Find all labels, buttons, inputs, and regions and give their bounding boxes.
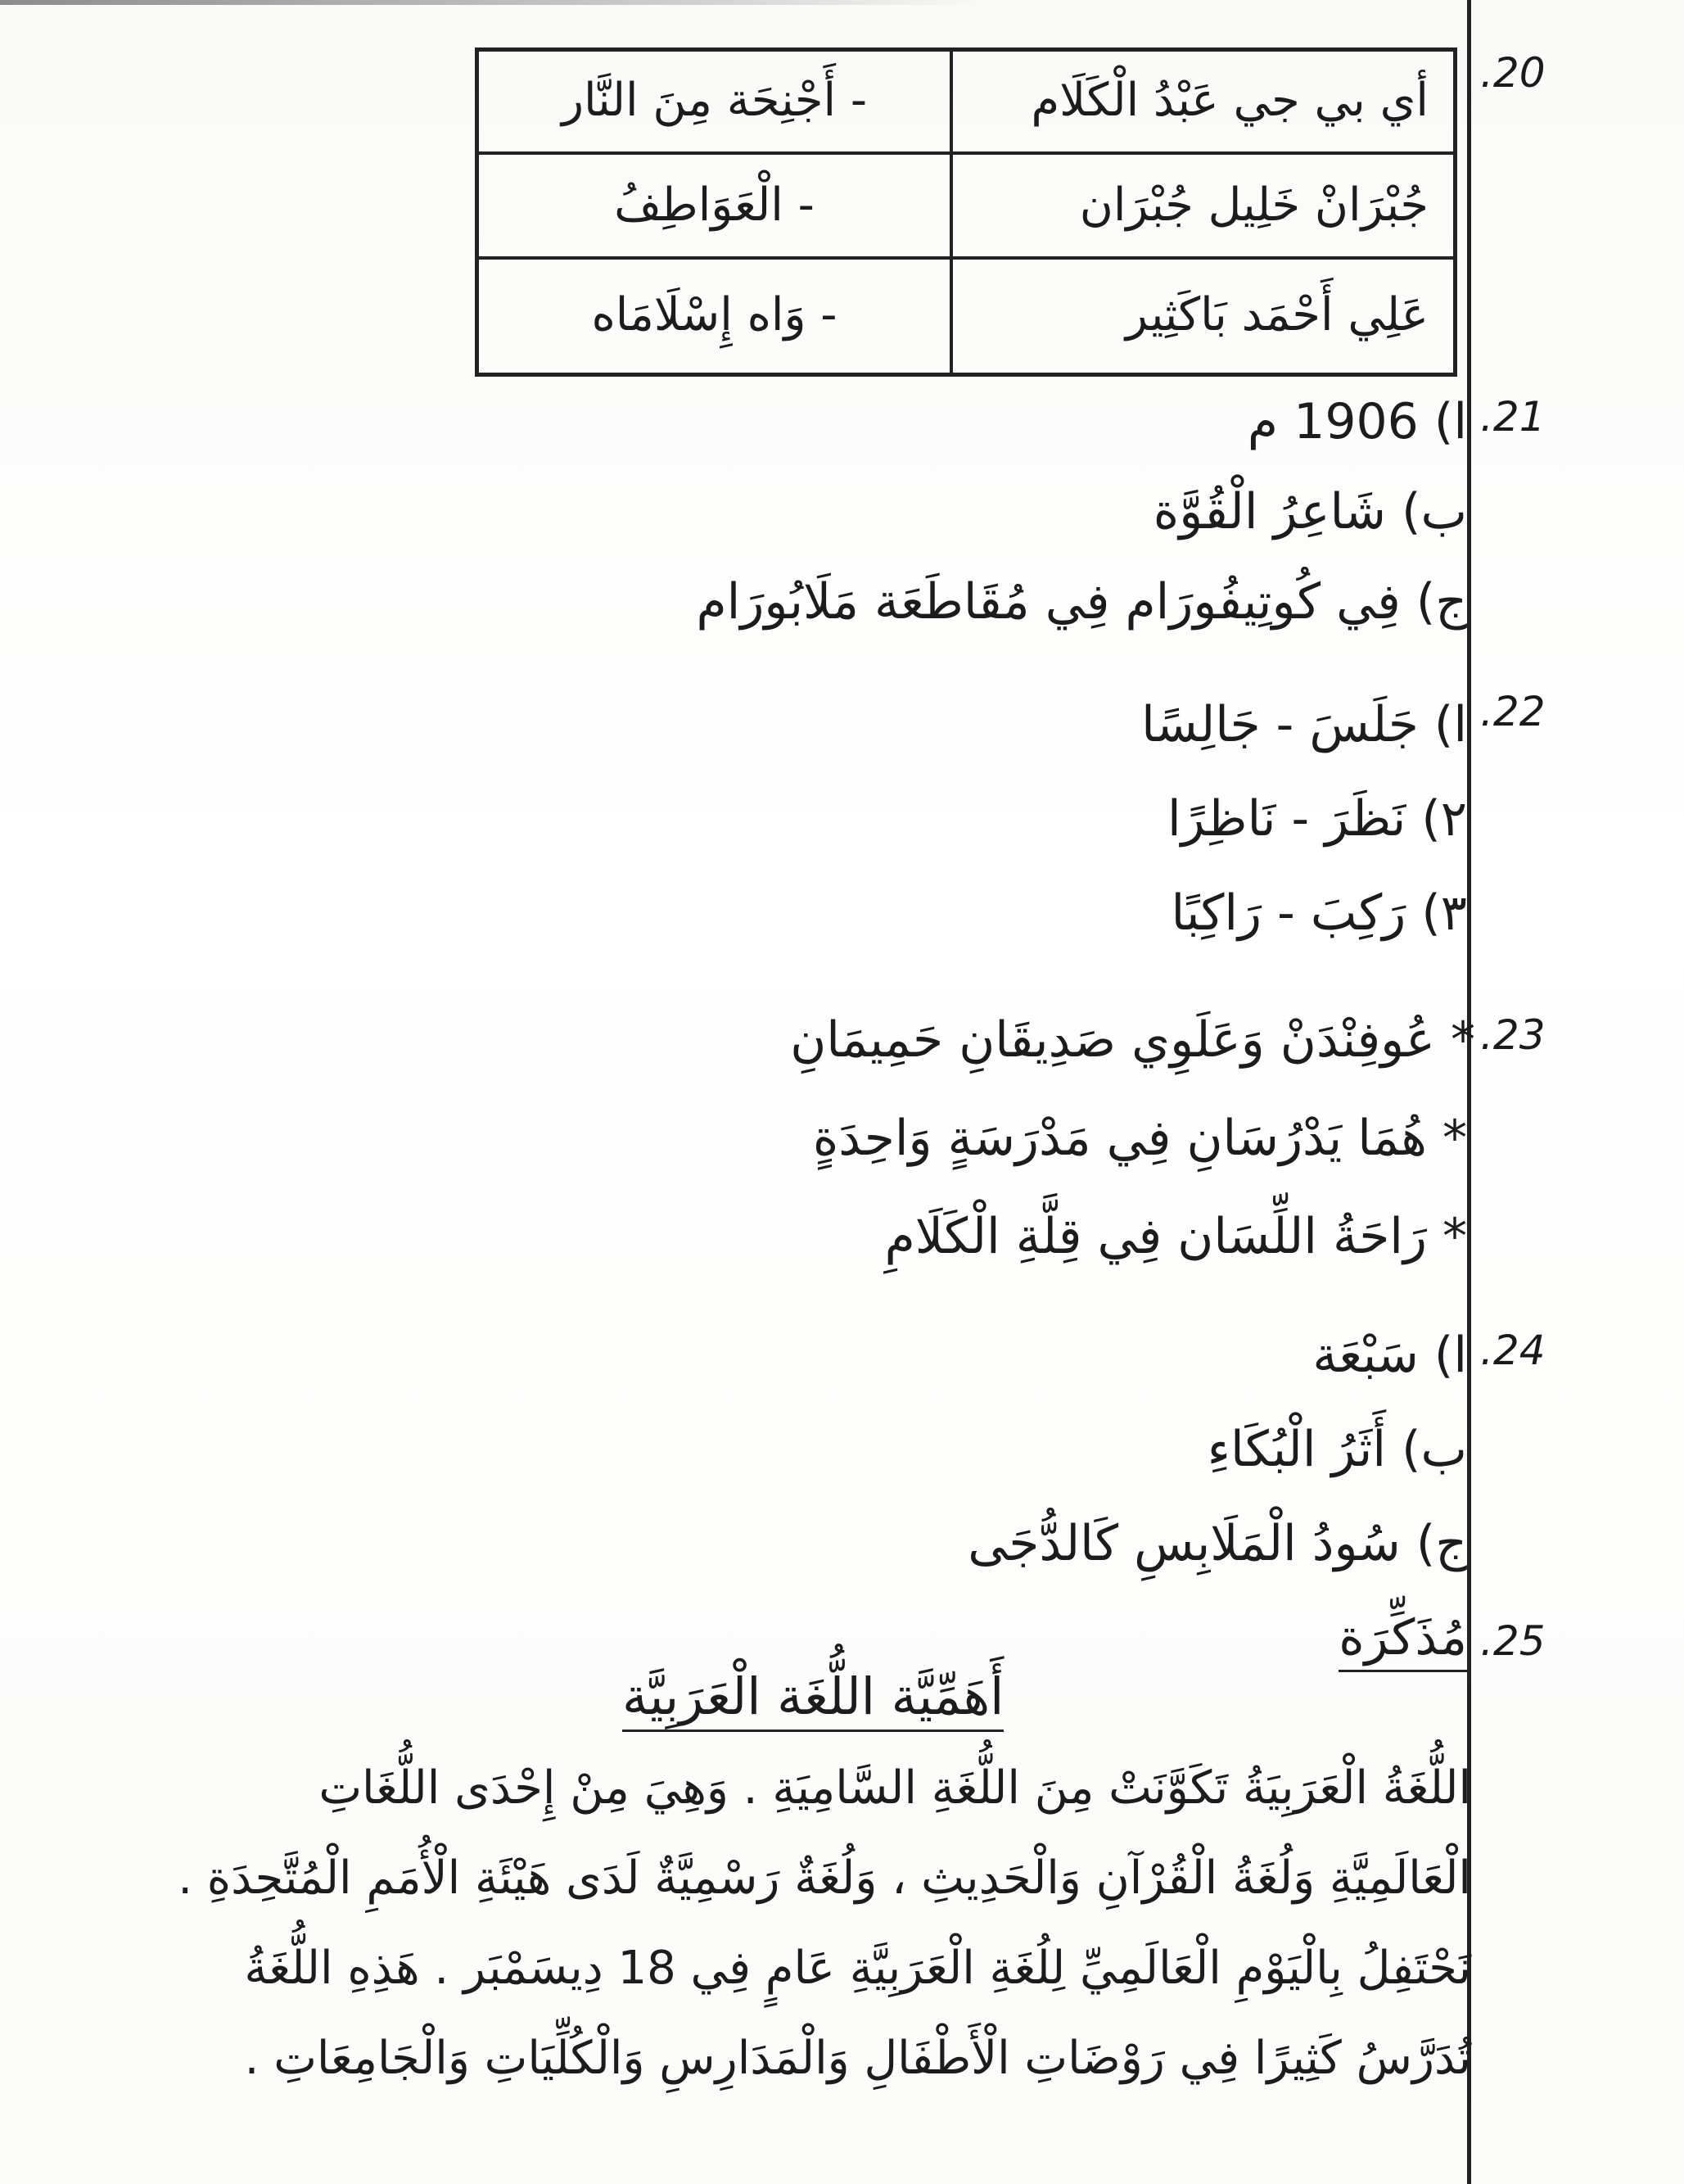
answer-line: ا) جَلَسَ - جَالِسًا — [1141, 696, 1467, 753]
essay-paragraph-line: الْعَالَمِيَّةِ وَلُغَةُ الْقُرْآنِ وَالْحَدِيثِ ، وَلُغَةٌ رَسْمِيَّةٌ لَدَى هَيْئَةِ الْأُمَمِ الْمُتَّحِدَةِ . — [178, 1852, 1471, 1905]
answer-line: ا) سَبْعَة — [1312, 1327, 1467, 1384]
question-number-20: .20 — [1480, 49, 1546, 97]
q20-table — [475, 47, 1457, 377]
table-row-divider — [479, 151, 1453, 155]
answer-line: ج) فِي كُوتِيفُورَام فِي مُقَاطَعَة مَلَابُورَام — [696, 573, 1467, 631]
essay-paragraph-line: تُدَرَّسُ كَثِيرًا فِي رَوْضَاتِ الْأَطْفَالِ وَالْمَدَارِسِ وَالْكُلِّيَاتِ وَالْجَامِعَاتِ . — [244, 2032, 1471, 2085]
answer-line: ب) أَثَرُ الْبُكَاءِ — [1207, 1421, 1467, 1478]
answer-line: ٣) رَكِبَ - رَاكِبًا — [1171, 884, 1467, 942]
table-cell-work: - وَاه إِسْلَامَاه — [591, 288, 837, 341]
answer-line: * هُمَا يَدْرُسَانِ فِي مَدْرَسَةٍ وَاحِدَةٍ — [812, 1110, 1467, 1167]
answer-line: ج) سُودُ الْمَلَابِسِ كَالدُّجَى — [968, 1515, 1467, 1572]
table-column-divider — [950, 52, 953, 373]
paper-top-edge — [0, 0, 982, 5]
answer-line: * رَاحَةُ اللِّسَان فِي قِلَّةِ الْكَلَامِ — [884, 1208, 1467, 1265]
question-number-25: .25 — [1480, 1617, 1546, 1665]
table-cell-author: جُبْرَانْ خَلِيل جُبْرَان — [1079, 179, 1429, 232]
essay-title: أَهَمِّيَّة اللُّغَة الْعَرَبِيَّة — [622, 1666, 1004, 1732]
table-cell-work: - أَجْنِحَة مِنَ النَّار — [561, 74, 868, 127]
table-cell-author: أي بي جي عَبْدُ الْكَلَام — [1031, 74, 1429, 127]
answer-line: ٢) نَظَرَ - نَاظِرًا — [1167, 790, 1467, 848]
question-number-21: .21 — [1480, 393, 1546, 441]
answer-line: ب) شَاعِرُ الْقُوَّة — [1153, 483, 1467, 540]
table-row-divider — [479, 256, 1453, 260]
table-cell-work: - الْعَوَاطِفُ — [614, 179, 815, 232]
essay-heading: مُذَكِّرَة — [1339, 1609, 1467, 1672]
essay-title-wrap — [622, 1666, 1004, 1726]
answer-line: ا) 1906 م — [1247, 393, 1467, 450]
essay-heading-wrap — [1339, 1609, 1467, 1666]
table-cell-author: عَلِي أَحْمَد بَاكَثِير — [1125, 288, 1429, 341]
question-number-22: .22 — [1480, 688, 1546, 735]
question-number-24: .24 — [1480, 1327, 1546, 1374]
essay-paragraph-line: اللُّغَةُ الْعَرَبِيَةُ تَكَوَّنَتْ مِنَ اللُّغَةِ السَّامِيَةِ . وَهِيَ مِنْ إِحْدَى اللُّغَاتِ — [318, 1761, 1471, 1815]
essay-paragraph-line: نَحْتَفِلُ بِالْيَوْمِ الْعَالَمِيِّ لِلُغَةِ الْعَرَبِيَّةِ عَامٍ فِي 18 دِيسَمْبَر . هَذِهِ اللُّغَةُ — [244, 1942, 1471, 1995]
question-number-23: .23 — [1480, 1011, 1546, 1059]
answer-line: * عُوفِنْدَنْ وَعَلَوِي صَدِيقَانِ حَمِيمَانِ — [790, 1011, 1475, 1069]
